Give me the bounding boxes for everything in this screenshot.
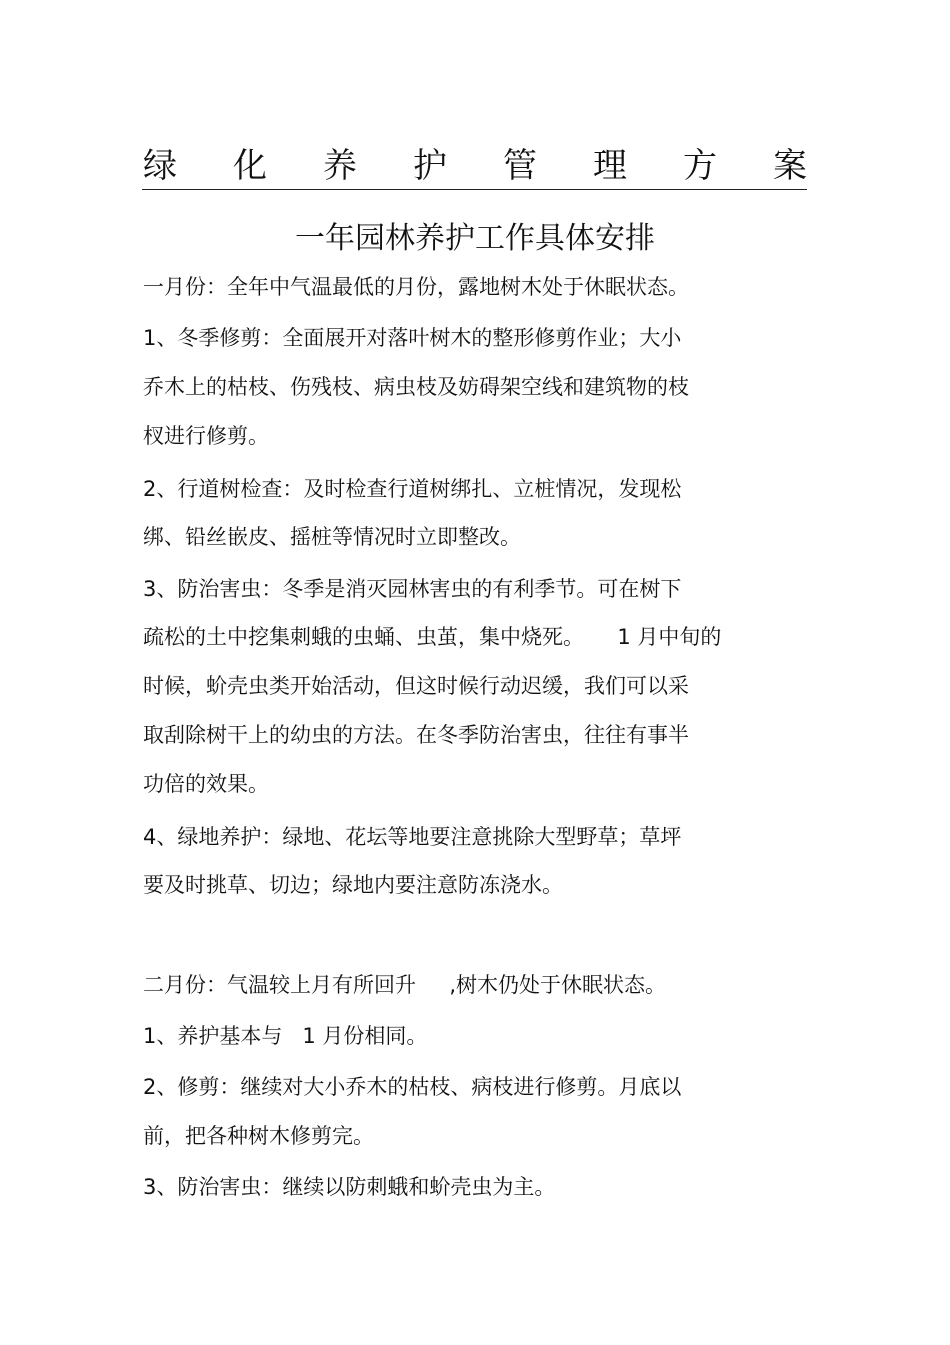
paragraph-line: 1、养护基本与 1 月份相同。: [143, 1024, 428, 1048]
paragraph-line: 时候，蚧壳虫类开始活动，但这时候行动迟缓，我们可以采: [143, 674, 689, 698]
paragraph-line: 乔木上的枯枝、伤残枝、病虫枝及妨碍架空线和建筑物的枝: [143, 375, 689, 399]
paragraph-line: 2、行道树检查：及时检查行道树绑扎、立桩情况，发现松: [143, 477, 682, 501]
paragraph-line: 一月份：全年中气温最低的月份，露地树木处于休眠状态。: [143, 275, 689, 299]
paragraph-line: 3、防治害虫：冬季是消灭园林害虫的有利季节。可在树下: [143, 577, 682, 601]
title-char: 管: [503, 146, 537, 186]
title-char: 护: [413, 146, 447, 186]
document-title: [143, 142, 807, 190]
paragraph-line: 前，把各种树木修剪完。: [143, 1124, 374, 1148]
paragraph-line: 要及时挑草、切边；绿地内要注意防冻浇水。: [143, 873, 563, 897]
title-char: 案: [773, 146, 807, 186]
paragraph-line: 绑、铅丝嵌皮、摇桩等情况时立即整改。: [143, 525, 521, 549]
title-char: 理: [593, 146, 627, 186]
paragraph-line: 4、绿地养护：绿地、花坛等地要注意挑除大型野草；草坪: [143, 825, 682, 849]
title-char: 绿: [143, 146, 177, 186]
paragraph-line: 功倍的效果。: [143, 772, 269, 796]
title-char: 方: [683, 146, 717, 186]
title-underline: [142, 189, 807, 190]
paragraph-line: 2、修剪：继续对大小乔木的枯枝、病枝进行修剪。月底以: [143, 1075, 682, 1099]
title-char: 化: [233, 146, 267, 186]
paragraph-line: 杈进行修剪。: [143, 424, 269, 448]
paragraph-line: 1、冬季修剪：全面展开对落叶树木的整形修剪作业；大小: [143, 326, 682, 350]
title-char: 养: [323, 146, 357, 186]
paragraph-line: 二月份：气温较上月有所回升 ,树木仍处于休眠状态。: [143, 973, 667, 997]
section-heading: 一年园林养护工作具体安排: [295, 221, 655, 256]
paragraph-line: 疏松的土中挖集刺蛾的虫蛹、虫茧，集中烧死。 1 月中旬的: [143, 625, 722, 649]
paragraph-line: 3、防治害虫：继续以防刺蛾和蚧壳虫为主。: [143, 1175, 556, 1199]
paragraph-line: 取刮除树干上的幼虫的方法。在冬季防治害虫，往往有事半: [143, 723, 689, 747]
